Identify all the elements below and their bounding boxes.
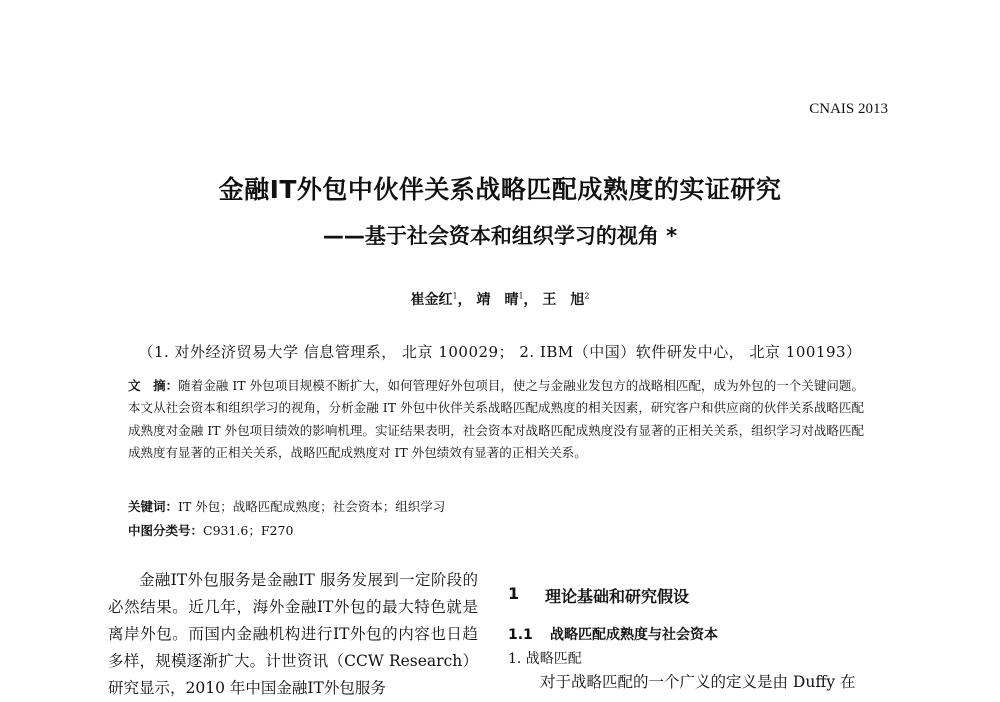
subsection-heading: [508, 624, 718, 644]
classification-number: [128, 521, 293, 539]
affiliation: （1. 对外经济贸易大学 信息管理系， 北京 100029； 2. IBM（中国）软件研发中心， 北京 100193）: [138, 343, 862, 361]
author-name: 王 旭: [542, 292, 585, 308]
author-affil-mark: 1: [452, 291, 458, 301]
abstract: [128, 375, 864, 464]
section-number: 1: [508, 584, 520, 603]
subsection-number: 1.1: [508, 627, 533, 643]
abstract-text: 随着金融 IT 外包项目规模不断扩大，如何管理好外包项目，使之与金融业发包方的战略相匹配，成为外包的一个关键问题。本文从社会资本和组织学习的视角，分析金融 IT 外包中伙伴关系战略匹配成熟度的相关因素，研究客户和供应商的伙伴关系战略匹配成熟度对金融 IT 外包项目绩效的影响机理。实证结果表明，社会资本对战略匹配成熟度没有显著的正相关关系，组织学习对战略匹配成熟度有显著的正相关关系，战略匹配成熟度对 IT 外包绩效有显著的正相关关系。: [128, 378, 864, 460]
keywords: [128, 497, 445, 515]
author-affil-mark: 2: [584, 291, 590, 301]
author-affil-mark: 1: [518, 291, 524, 301]
numbered-item: 1. 战略匹配: [508, 651, 582, 667]
section-heading: 理论基础和研究假设: [545, 587, 690, 606]
author-name: 崔金红: [410, 292, 453, 308]
author-name: 靖 晴: [476, 292, 519, 308]
paper-title: 金融IT外包中伙伴关系战略匹配成熟度的实证研究: [218, 175, 782, 204]
subsection-title: 战略匹配成熟度与社会资本: [550, 627, 718, 643]
paper-subtitle: ——基于社会资本和组织学习的视角 *: [322, 224, 678, 248]
right-paragraph: 对于战略匹配的一个广义的定义是由 Duffy 在: [540, 673, 856, 691]
author-list: 崔金红$^1$， 靖 晴$^1$， 王 旭$^2$: [410, 291, 590, 308]
keywords-label: 关键词：: [128, 499, 179, 514]
intro-paragraph: 金融IT外包服务是金融IT 服务发展到一定阶段的必然结果。近几年，海外金融IT外包的最大特色就是离岸外包。而国内金融机构进行IT外包的内容也日趋多样，规模逐渐扩大。计世资讯（CCW Research）研究显示，2010 年中国金融IT外包服务: [108, 571, 478, 697]
abstract-label: 文 摘：: [128, 378, 179, 393]
classification-label: 中图分类号：: [128, 523, 204, 538]
keywords-text: IT 外包；战略匹配成熟度；社会资本；组织学习: [178, 499, 446, 514]
classification-text: C931.6；F270: [203, 523, 294, 538]
conference-tag: CNAIS 2013: [809, 101, 888, 117]
